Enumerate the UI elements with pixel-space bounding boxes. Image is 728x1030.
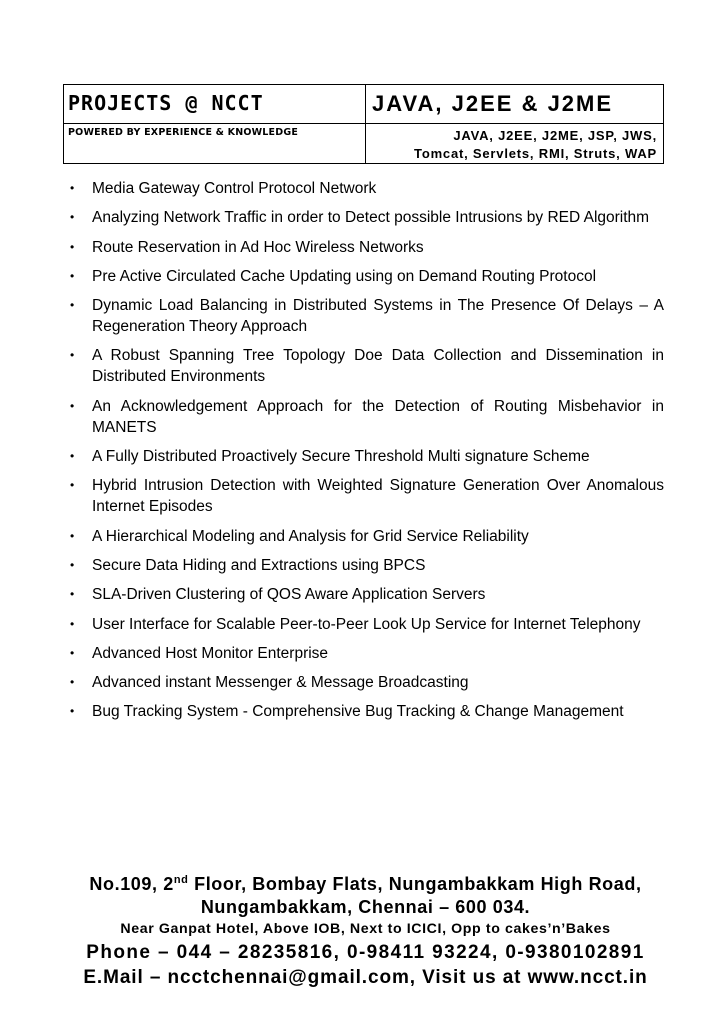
project-list-item xyxy=(68,266,664,287)
project-list-item xyxy=(68,237,664,258)
project-list xyxy=(68,178,664,731)
project-list-item xyxy=(68,396,664,438)
project-list-item xyxy=(68,584,664,605)
bullet-icon: • xyxy=(70,298,75,313)
project-list-item xyxy=(68,526,664,547)
header-brand-cell xyxy=(64,85,366,163)
project-title: SLA-Driven Clustering of QOS Aware Application Servers xyxy=(92,586,486,604)
bullet-icon: • xyxy=(70,557,75,572)
bullet-icon: • xyxy=(70,704,75,719)
project-list-item xyxy=(68,672,664,693)
tech-title: JAVA, J2EE & J2ME xyxy=(372,91,614,116)
address-line-1 xyxy=(63,868,668,896)
project-title: A Fully Distributed Proactively Secure Threshold Multi signature Scheme xyxy=(92,448,590,466)
bullet-icon: • xyxy=(70,528,75,543)
header-divider-right xyxy=(366,123,663,124)
project-title: Dynamic Load Balancing in Distributed Systems in The Presence Of Delays – A Regeneration Theory Approach xyxy=(92,297,664,336)
header-box xyxy=(63,84,664,164)
bullet-icon: • xyxy=(70,210,75,225)
project-title: Pre Active Circulated Cache Updating using on Demand Routing Protocol xyxy=(92,267,597,285)
bullet-icon: • xyxy=(70,268,75,283)
bullet-icon: • xyxy=(70,675,75,690)
bullet-icon: • xyxy=(70,398,75,413)
brand-tagline: POWERED BY EXPERIENCE & KNOWLEDGE xyxy=(68,127,299,138)
bullet-icon: • xyxy=(70,478,75,493)
project-title: User Interface for Scalable Peer-to-Peer Look Up Service for Internet Telephony xyxy=(92,615,641,633)
project-list-item xyxy=(68,178,664,199)
address-line-1-start: No.109, 2 xyxy=(89,874,174,894)
project-list-item xyxy=(68,207,664,228)
project-title: Advanced Host Monitor Enterprise xyxy=(92,644,329,662)
address-line-1-end: Floor, Bombay Flats, Nungambakkam High Road, xyxy=(188,874,642,894)
brand-title: PROJECTS @ NCCT xyxy=(68,91,264,115)
project-title: Bug Tracking System - Comprehensive Bug Tracking & Change Management xyxy=(92,703,624,721)
tech-list-line-1: JAVA, J2EE, J2ME, JSP, JWS, xyxy=(453,128,657,143)
bullet-icon: • xyxy=(70,239,75,254)
bullet-icon: • xyxy=(70,645,75,660)
project-title: An Acknowledgement Approach for the Detection of Routing Misbehavior in MANETS xyxy=(92,397,664,436)
address-line-2: Nungambakkam, Chennai – 600 034. xyxy=(200,897,531,917)
bullet-icon: • xyxy=(70,587,75,602)
project-list-item xyxy=(68,614,664,635)
bullet-icon: • xyxy=(70,181,75,195)
email-line: E.Mail – ncctchennai@gmail.com, Visit us at www.ncct.in xyxy=(83,967,648,988)
project-title: Analyzing Network Traffic in order to Detect possible Intrusions by RED Algorithm xyxy=(92,209,650,227)
contact-footer xyxy=(63,868,668,990)
project-title: A Hierarchical Modeling and Analysis for Grid Service Reliability xyxy=(92,527,529,545)
project-title: Route Reservation in Ad Hoc Wireless Networks xyxy=(92,238,424,256)
tech-list-line-2: Tomcat, Servlets, RMI, Struts, WAP xyxy=(414,146,657,161)
phone-line: Phone – 044 – 28235816, 0-98411 93224, 0-9380102891 xyxy=(86,942,645,963)
project-list-item xyxy=(68,475,664,517)
project-title: A Robust Spanning Tree Topology Doe Data Collection and Dissemination in Distributed Environments xyxy=(92,347,664,386)
project-title: Hybrid Intrusion Detection with Weighted Signature Generation Over Anomalous Internet Episodes xyxy=(92,477,664,516)
project-list-item xyxy=(68,643,664,664)
project-title: Media Gateway Control Protocol Network xyxy=(92,180,377,197)
project-list-item xyxy=(68,555,664,576)
address-ordinal-suffix: nd xyxy=(173,874,189,886)
address-line-3: Near Ganpat Hotel, Above IOB, Next to ICICI, Opp to cakes’n’Bakes xyxy=(120,921,611,937)
project-list-item xyxy=(68,295,664,337)
header-tech-cell xyxy=(366,85,663,163)
bullet-icon: • xyxy=(70,348,75,363)
bullet-icon: • xyxy=(70,449,75,464)
project-title: Advanced instant Messenger & Message Broadcasting xyxy=(92,674,469,692)
project-list-item xyxy=(68,446,664,467)
project-list-item xyxy=(68,701,664,722)
bullet-icon: • xyxy=(70,616,75,631)
project-list-item xyxy=(68,345,664,387)
project-title: Secure Data Hiding and Extractions using BPCS xyxy=(92,556,426,574)
header-divider-left xyxy=(64,123,365,124)
